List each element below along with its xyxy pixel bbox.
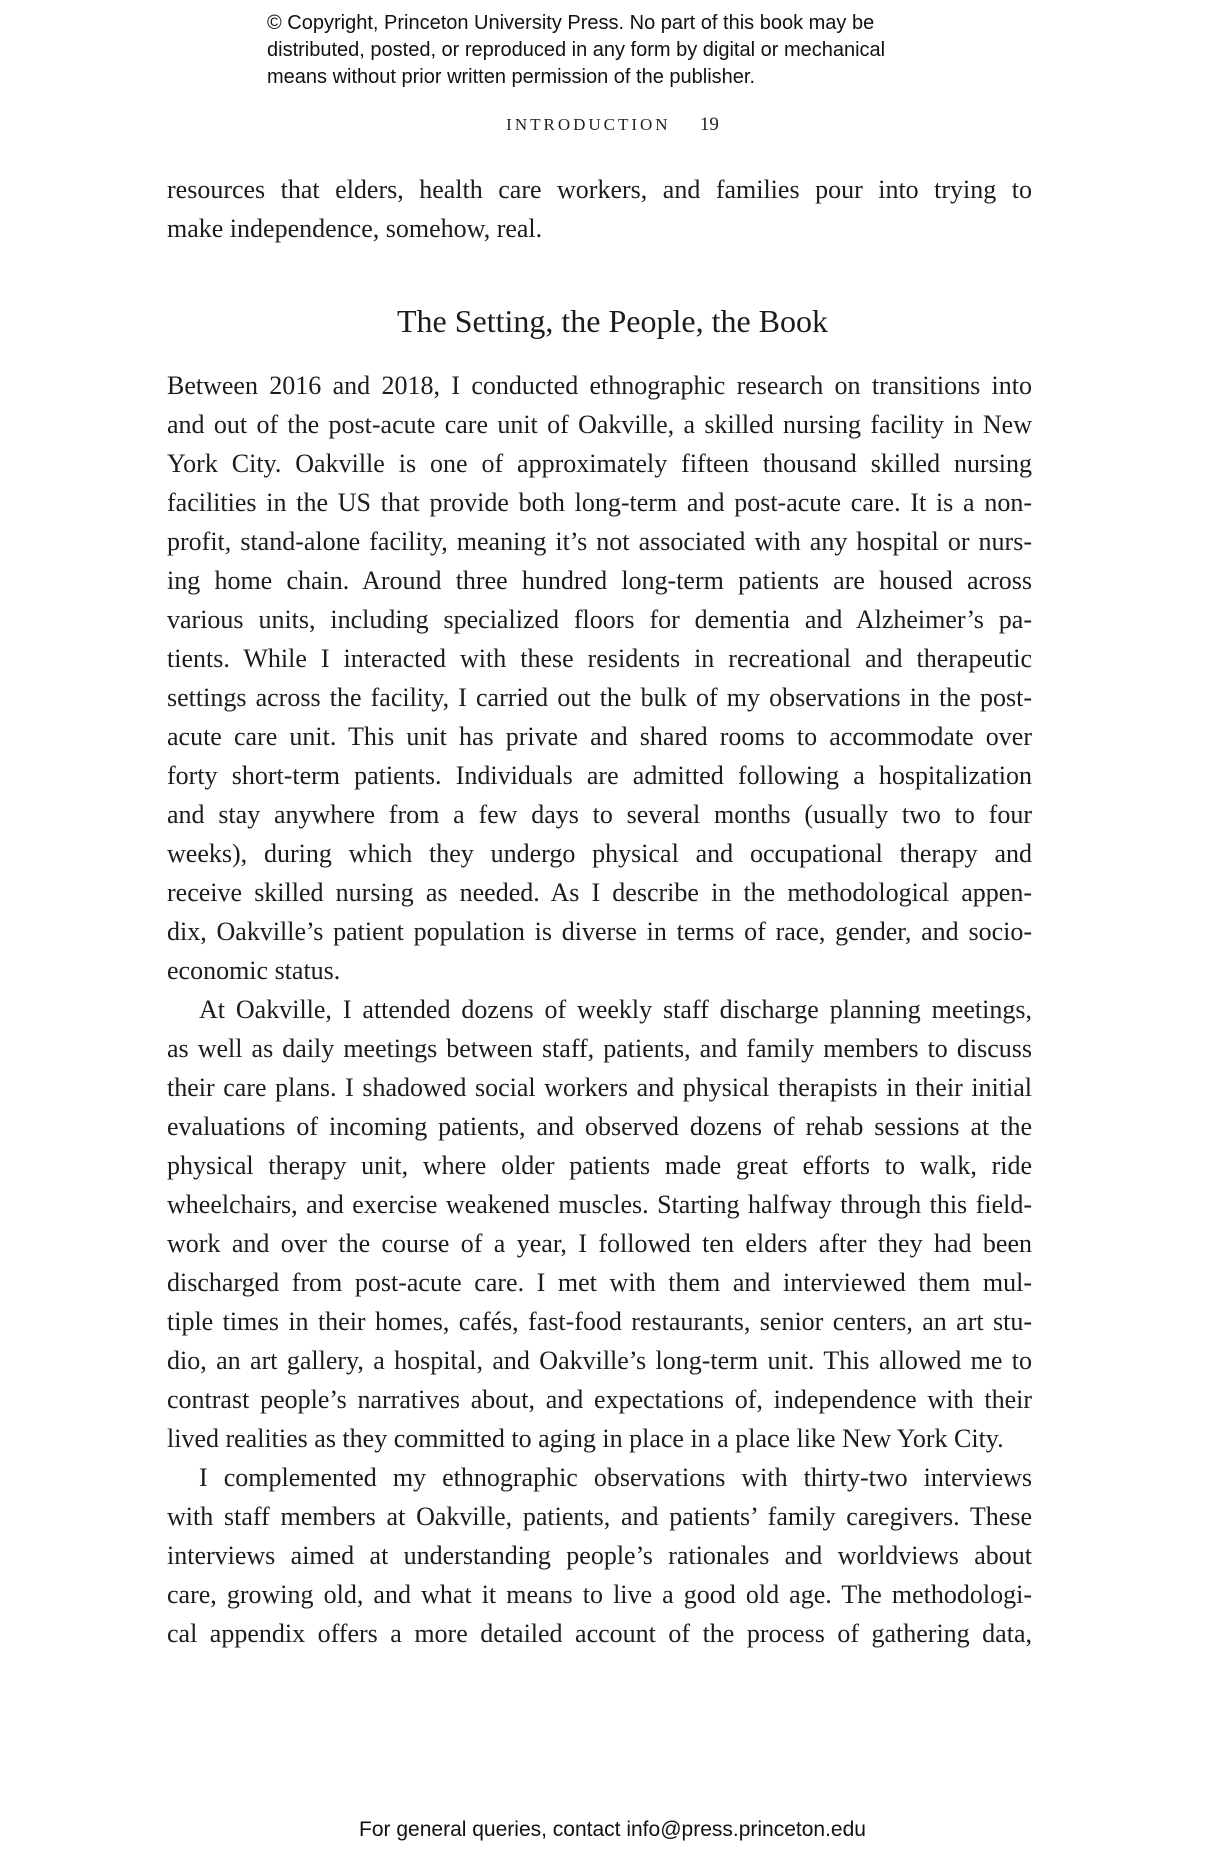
footer-contact: For general queries, contact info@press.princeton.edu	[359, 1818, 866, 1841]
text-line: lived realities as they committed to aging in place in a place like New York City.	[167, 1424, 1004, 1453]
text-line: interviews aimed at understanding people’s rationales and worldviews about	[167, 1541, 1032, 1570]
copyright-line: means without prior written permission of the publisher.	[267, 66, 756, 88]
text-line: Between 2016 and 2018, I conducted ethnographic research on transitions into	[167, 371, 1032, 400]
copyright-line: © Copyright, Princeton University Press. No part of this book may be	[267, 12, 875, 34]
text-line: and out of the post-acute care unit of Oakville, a skilled nursing facility in New	[167, 410, 1032, 439]
section-heading: The Setting, the People, the Book	[396, 303, 829, 339]
text-line: cal appendix offers a more detailed account of the process of gathering data,	[167, 1619, 1032, 1648]
paragraph	[167, 990, 1032, 1458]
text-line: weeks), during which they undergo physical and occupational therapy and	[167, 839, 1032, 868]
text-line: care, growing old, and what it means to live a good old age. The methodologi-	[167, 1580, 1032, 1609]
text-line: receive skilled nursing as needed. As I describe in the methodological appen-	[167, 878, 1032, 907]
text-line: as well as daily meetings between staff, patients, and family members to discuss	[167, 1034, 1032, 1063]
text-line: with staff members at Oakville, patients, and patients’ family caregivers. These	[167, 1502, 1032, 1531]
text-line: discharged from post-acute care. I met with them and interviewed them mul-	[167, 1268, 1032, 1297]
intro-paragraph	[167, 170, 1032, 248]
text-line: At Oakville, I attended dozens of weekly staff discharge planning meetings,	[199, 995, 1032, 1024]
text-line: York City. Oakville is one of approximately fifteen thousand skilled nursing	[167, 449, 1032, 478]
text-line: their care plans. I shadowed social workers and physical therapists in their initial	[167, 1073, 1032, 1102]
page-number: 19	[699, 114, 719, 135]
text-line: wheelchairs, and exercise weakened muscles. Starting halfway through this field-	[167, 1190, 1032, 1219]
copyright-line: distributed, posted, or reproduced in any form by digital or mechanical	[267, 39, 886, 61]
text-line: ing home chain. Around three hundred long-term patients are housed across	[167, 566, 1032, 595]
running-head	[0, 114, 1225, 136]
paragraph	[167, 366, 1032, 990]
running-head-title: INTRODUCTION	[506, 115, 671, 134]
text-line: make independence, somehow, real.	[167, 214, 543, 243]
text-line: forty short-term patients. Individuals are admitted following a hospitalization	[167, 761, 1032, 790]
text-line: contrast people’s narratives about, and expectations of, independence with their	[167, 1385, 1032, 1414]
copyright-notice	[267, 10, 1027, 91]
text-line: dio, an art gallery, a hospital, and Oakville’s long-term unit. This allowed me to	[167, 1346, 1032, 1375]
text-line: dix, Oakville’s patient population is diverse in terms of race, gender, and socio-	[167, 917, 1032, 946]
text-line: physical therapy unit, where older patients made great efforts to walk, ride	[167, 1151, 1032, 1180]
text-line: facilities in the US that provide both long-term and post-acute care. It is a non-	[167, 488, 1032, 517]
paragraph	[167, 1458, 1032, 1653]
text-line: profit, stand-alone facility, meaning it’s not associated with any hospital or nurs-	[167, 527, 1032, 556]
text-line: acute care unit. This unit has private and shared rooms to accommodate over	[167, 722, 1032, 751]
text-line: work and over the course of a year, I followed ten elders after they had been	[167, 1229, 1032, 1258]
text-line: and stay anywhere from a few days to several months (usually two to four	[167, 800, 1032, 829]
text-line: settings across the facility, I carried out the bulk of my observations in the post-	[167, 683, 1032, 712]
text-line: resources that elders, health care workers, and families pour into trying to	[167, 175, 1032, 204]
text-line: tiple times in their homes, cafés, fast-food restaurants, senior centers, an art stu-	[167, 1307, 1032, 1336]
text-line: economic status.	[167, 956, 341, 985]
text-line: various units, including specialized floors for dementia and Alzheimer’s pa-	[167, 605, 1032, 634]
body-text	[167, 366, 1032, 1653]
text-line: I complemented my ethnographic observations with thirty-two interviews	[199, 1463, 1032, 1492]
text-line: evaluations of incoming patients, and observed dozens of rehab sessions at the	[167, 1112, 1032, 1141]
text-line: tients. While I interacted with these residents in recreational and therapeutic	[167, 644, 1032, 673]
